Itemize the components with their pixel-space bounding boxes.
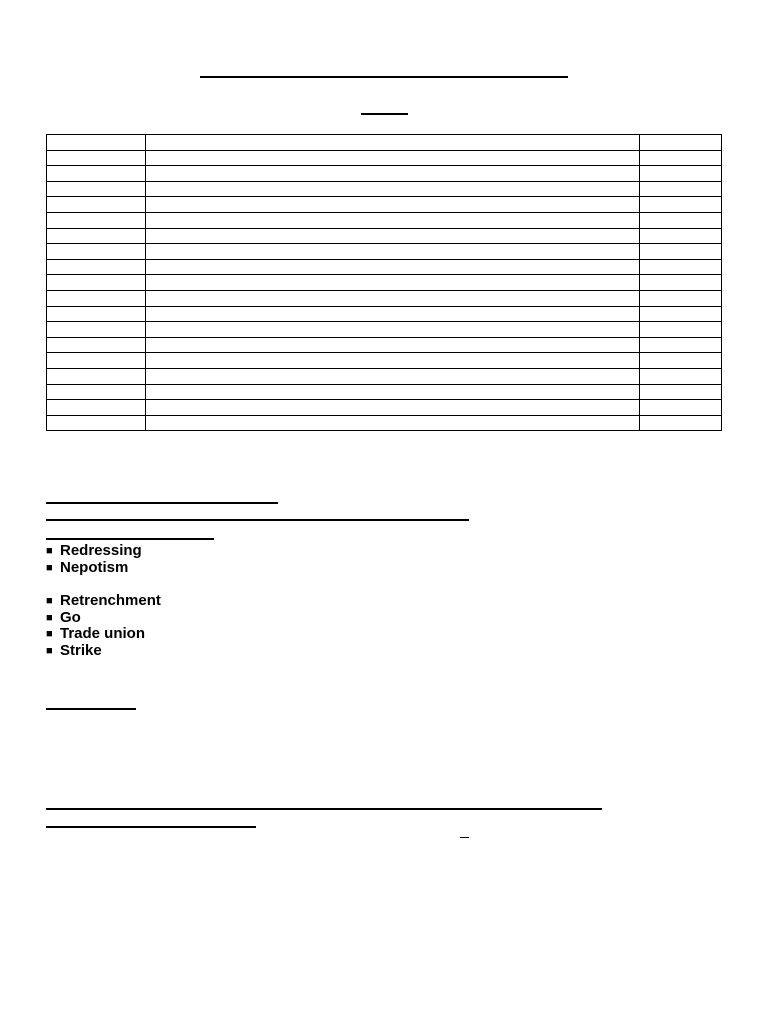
table-row <box>47 228 722 244</box>
heading-rule-2 <box>46 519 469 521</box>
table-cell <box>640 368 722 384</box>
list-item-label: Go <box>60 608 81 626</box>
table-cell <box>47 306 146 322</box>
table-cell <box>640 166 722 182</box>
table-cell <box>47 415 146 431</box>
table-cell <box>640 197 722 213</box>
table-cell <box>146 150 640 166</box>
table-cell <box>146 135 640 151</box>
table-cell <box>640 259 722 275</box>
square-bullet-icon: ■ <box>46 561 53 574</box>
heading-rule-3 <box>46 538 214 540</box>
table-cell <box>47 228 146 244</box>
table-cell <box>146 259 640 275</box>
table-cell <box>146 228 640 244</box>
list-item-label: Retrenchment <box>60 592 161 609</box>
table-cell <box>146 384 640 400</box>
table-row <box>47 259 722 275</box>
table-cell <box>640 275 722 291</box>
table-cell <box>47 259 146 275</box>
table-cell <box>640 415 722 431</box>
table-cell <box>640 337 722 353</box>
table-cell <box>146 244 640 260</box>
table-row <box>47 244 722 260</box>
table-row <box>47 322 722 338</box>
table-row <box>47 275 722 291</box>
table-cell <box>640 353 722 369</box>
table-cell <box>640 400 722 416</box>
square-bullet-icon: ■ <box>46 595 53 607</box>
table-row <box>47 415 722 431</box>
table-row <box>47 197 722 213</box>
square-bullet-icon: ■ <box>46 545 53 557</box>
table-cell <box>640 384 722 400</box>
list-item <box>46 610 161 627</box>
short-dash-mark <box>460 837 469 838</box>
square-bullet-icon: ■ <box>46 611 53 624</box>
table-cell <box>146 275 640 291</box>
table-cell <box>146 197 640 213</box>
table-cell <box>47 197 146 213</box>
table-cell <box>47 135 146 151</box>
table-row <box>47 384 722 400</box>
table-cell <box>640 150 722 166</box>
title-rule <box>200 76 568 78</box>
table-row <box>47 166 722 182</box>
table-cell <box>47 212 146 228</box>
heading-rule-6 <box>46 826 256 828</box>
table-row <box>47 306 722 322</box>
heading-rule-1 <box>46 502 278 504</box>
table-cell <box>146 290 640 306</box>
heading-rule-5 <box>46 808 602 810</box>
table-cell <box>640 290 722 306</box>
table-cell <box>640 306 722 322</box>
table-row <box>47 400 722 416</box>
table-cell <box>47 353 146 369</box>
table-cell <box>47 275 146 291</box>
table-cell <box>47 400 146 416</box>
table-cell <box>146 306 640 322</box>
list-item <box>46 593 161 610</box>
list-item <box>46 560 142 577</box>
table-row <box>47 181 722 197</box>
table-cell <box>146 181 640 197</box>
index-table-body <box>47 135 722 431</box>
table-cell <box>640 228 722 244</box>
list-item <box>46 626 161 643</box>
table-row <box>47 135 722 151</box>
table-row <box>47 337 722 353</box>
table-cell <box>640 212 722 228</box>
index-table <box>46 134 722 431</box>
table-cell <box>146 368 640 384</box>
square-bullet-icon: ■ <box>46 644 53 657</box>
bullet-list-2 <box>46 593 161 659</box>
subtitle-rule <box>361 113 408 115</box>
table-cell <box>47 166 146 182</box>
table-cell <box>146 415 640 431</box>
table-cell <box>47 368 146 384</box>
table-cell <box>146 337 640 353</box>
table-cell <box>47 384 146 400</box>
table-cell <box>47 244 146 260</box>
table-cell <box>640 244 722 260</box>
list-item-label: Nepotism <box>60 558 129 576</box>
list-item <box>46 543 142 560</box>
table-cell <box>47 337 146 353</box>
table-cell <box>47 322 146 338</box>
bullet-list-1 <box>46 543 142 576</box>
table-cell <box>146 322 640 338</box>
list-item-label: Redressing <box>60 542 142 559</box>
table-row <box>47 150 722 166</box>
list-item <box>46 643 161 660</box>
table-row <box>47 212 722 228</box>
table-cell <box>146 166 640 182</box>
table-cell <box>47 150 146 166</box>
square-bullet-icon: ■ <box>46 628 53 640</box>
table-cell <box>146 400 640 416</box>
table-cell <box>640 322 722 338</box>
table-cell <box>47 290 146 306</box>
table-row <box>47 368 722 384</box>
list-item-label: Strike <box>60 641 102 659</box>
table-cell <box>640 135 722 151</box>
table-cell <box>640 181 722 197</box>
list-item-label: Trade union <box>60 625 146 642</box>
heading-rule-4 <box>46 708 136 710</box>
table-cell <box>146 353 640 369</box>
table-row <box>47 353 722 369</box>
table-cell <box>146 212 640 228</box>
table-row <box>47 290 722 306</box>
table-cell <box>47 181 146 197</box>
